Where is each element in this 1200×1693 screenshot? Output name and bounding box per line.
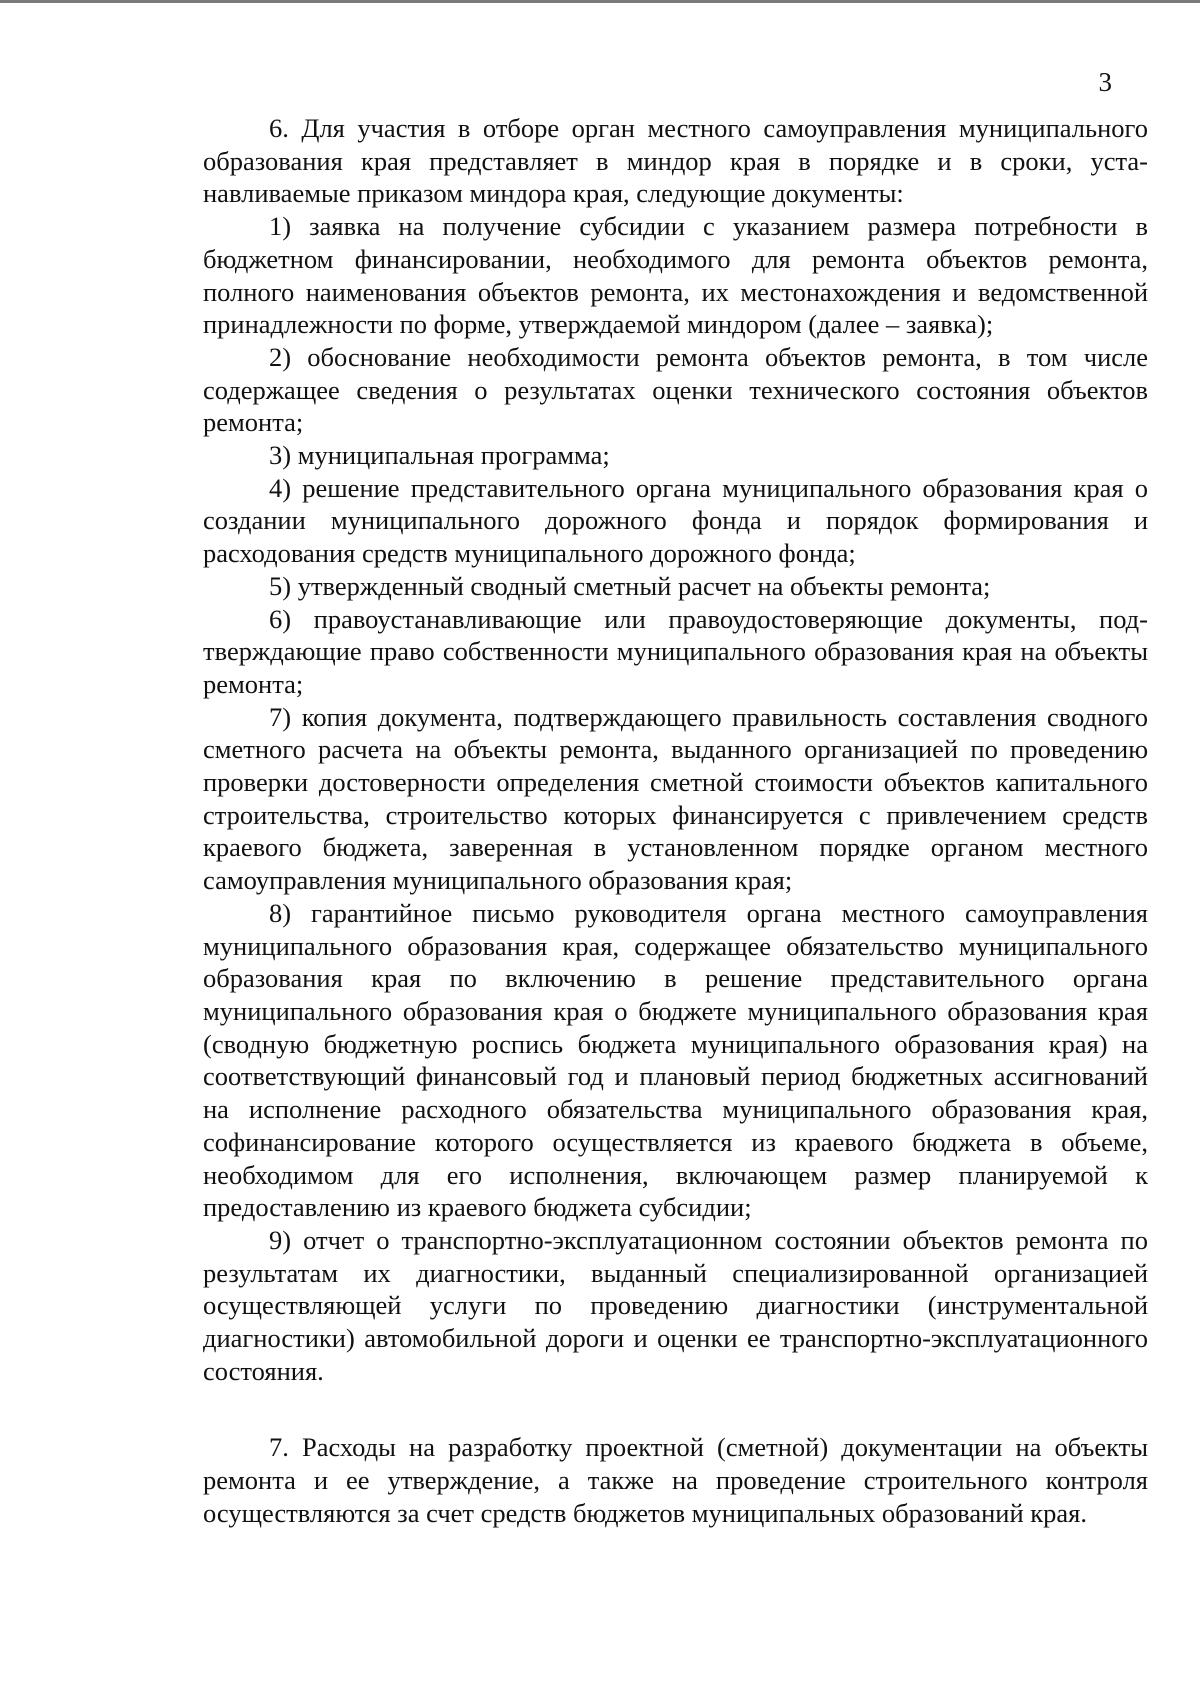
paragraph-item-6: 6. Для участия в отборе орган местного самоуправления муниципального образования края представляет в миндор края в порядке и в сроки, устанавливаемые приказом миндора края, следующие документы: (203, 113, 1148, 209)
subitem-7-estimate-verification: 7) копия документа, подтверждающего правильность составления сводного сметного расчета на объекты ремонта, выданного организацией по проведению проверки достоверности определения сметной стоимости объектов капитального строительства, строительство которых финансируется с привлечением средств краевого бюджета, заверенная в установленном порядке органом местного самоуправления муниципального образования края; (203, 701, 1148, 896)
subitem-3-program: 3) муниципальная программа; (269, 440, 610, 471)
subitem-5-estimate: 5) утвержденный сводный сметный расчет на объекты ремонта; (269, 570, 991, 601)
subitem-9-condition-report: 9) отчет о транспортно-эксплуатационном состоянии объектов ремонта по результатам их диагностики, выданный специализированной организацией осуществляющей услуги по проведению диагностики (инструментальной диагностики) автомобильной дороги и оценки ее транспортно-эксплуатационного состояния. (203, 1224, 1148, 1386)
subitem-2-justification: 2) обоснование необходимости ремонта объектов ремонта, в том числе содержащее сведения о результатах оценки технического состояния объектов ремонта; (203, 341, 1148, 438)
subitem-8-guarantee-letter: 8) гарантийное письмо руководителя органа местного самоуправления муниципального образования края, содержащее обязательство муниципального образования края по включению в решение представительного органа муниципального образования края о бюджете муниципального образования края (сводную бюджетную роспись бюджета муниципального образования края) на соответствующий финансовый год и плановый период бюджетных ассигнований на исполнение расходного обязательства муниципального образования края, софинансирование которого осуществляется из краевого бюджета в объеме, необходимом для его исполнения, включающем размер планируемой к предоставлению из краевого бюджета субсидии; (203, 897, 1148, 1223)
subitem-4-decision: 4) решение представительного органа муниципального образования края о создании муниципального дорожного фонда и порядок формирования и расходования средств муниципального дорожного фонда; (203, 472, 1148, 569)
scan-top-edge (0, 0, 1200, 3)
document-body (203, 112, 1148, 1530)
page-number: 3 (1098, 67, 1112, 97)
subitem-6-ownership-documents: 6) правоустанавливающие или правоудостоверяющие документы, подтверждающие право собственности муниципального образования края на объекты ремонта; (203, 603, 1148, 699)
subitem-1-application: 1) заявка на получение субсидии с указанием размера потребности в бюджетном финансировании, необходимого для ремонта объектов ремонта, полного наименования объектов ремонта, их местонахождения и ведомственной принадлежности по форме, утверждаемой миндором (далее – заявка); (203, 211, 1148, 340)
paragraph-item-7: 7. Расходы на разработку проектной (сметной) документации на объекты ремонта и ее утверждение, а также на проведение строительного контроля осуществляются за счет средств бюджетов муниципальных образований края. (203, 1432, 1148, 1528)
